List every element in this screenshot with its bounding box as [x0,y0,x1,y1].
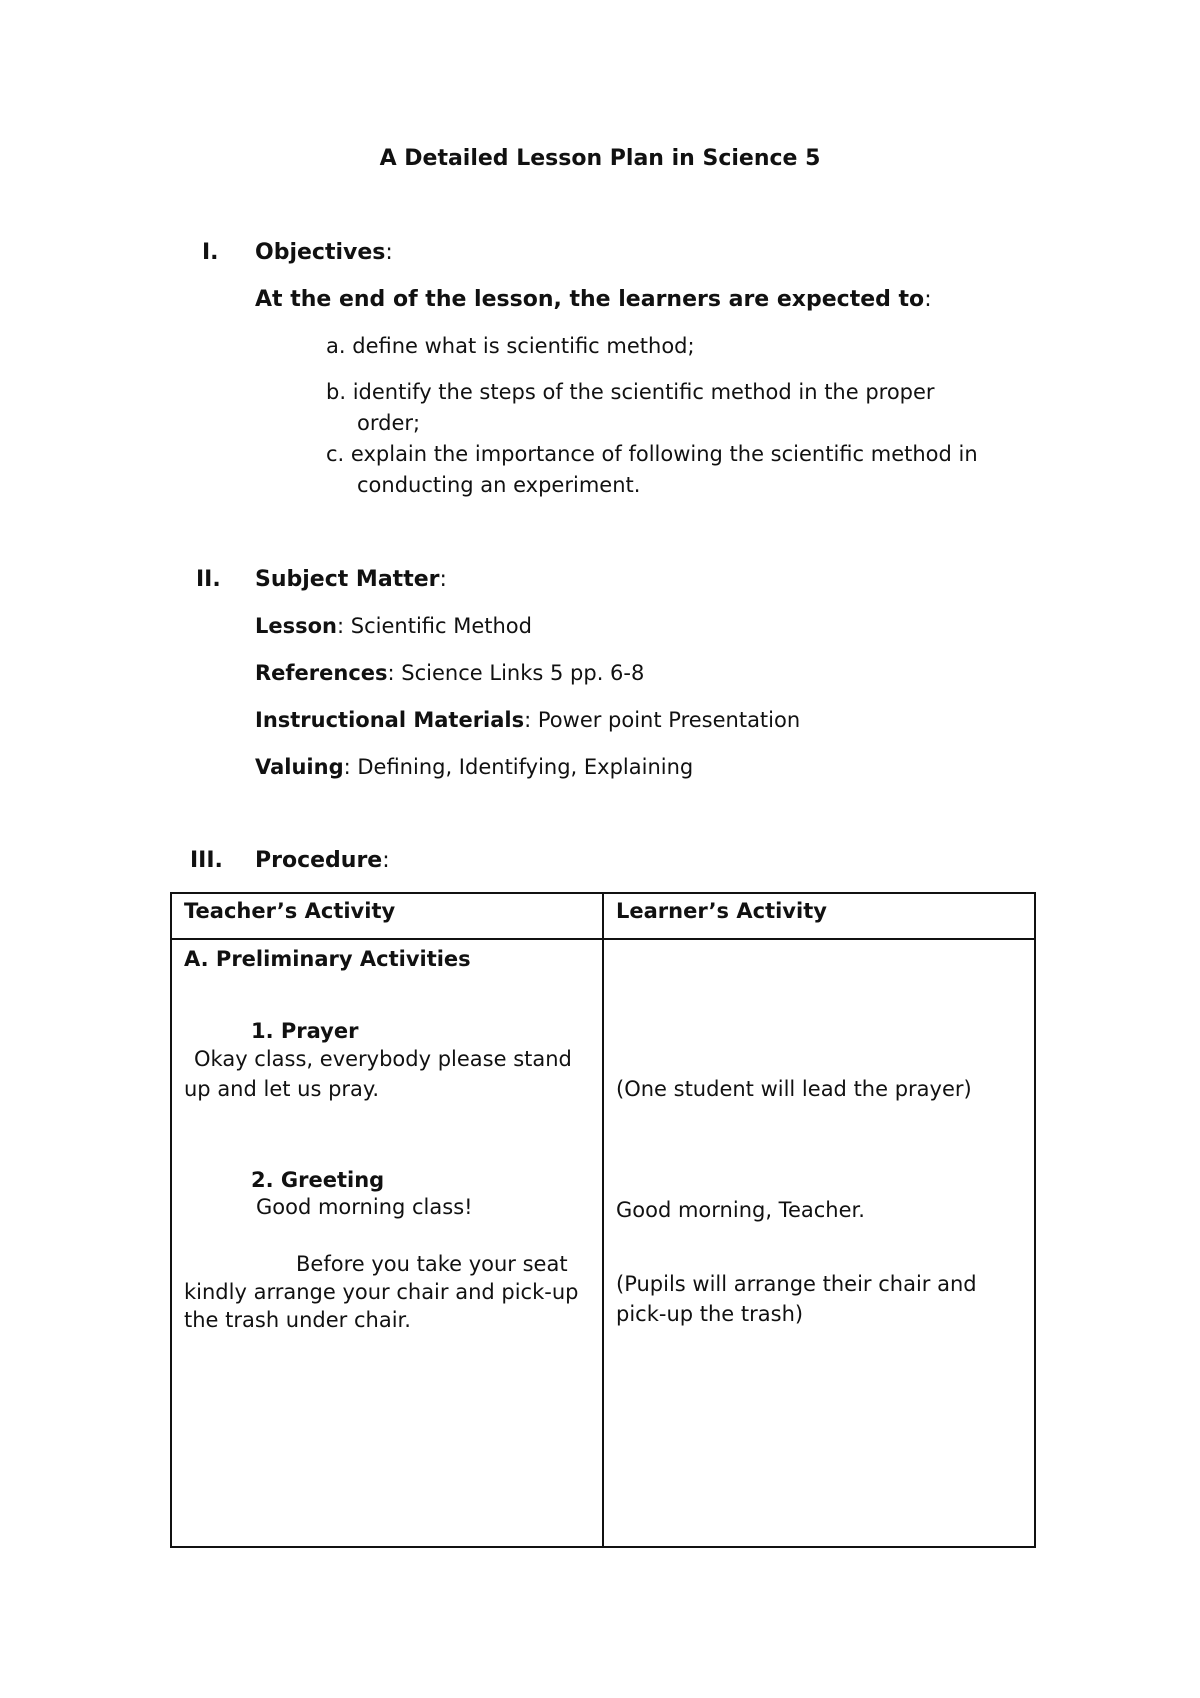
references-value: : Science Links 5 pp. 6-8 [387,661,645,685]
prayer-instruction-line1: Okay class, everybody please stand [194,1047,572,1071]
teacher-header: Teacher’s Activity [184,899,396,923]
objective-text: define what is scientific method; [352,334,695,358]
objectives-heading-colon: : [385,240,393,265]
materials-label: Instructional Materials [255,708,525,732]
lesson-value: : Scientific Method [337,614,532,638]
greeting-text: Good morning class! [256,1195,473,1219]
subject-numeral: II. [196,567,221,592]
prayer-instruction-line2: up and let us pray. [184,1077,380,1101]
objectives-heading [255,240,393,265]
materials-value: : Power point Presentation [524,708,801,732]
teacher-activity-cell [171,939,603,1547]
seat-instruction-line2: kindly arrange your chair and pick-up [184,1280,579,1304]
table-header-row [171,893,1035,939]
objective-text: identify the steps of the scientific method in the proper [352,380,935,404]
valuing-label: Valuing [255,755,344,779]
seat-instruction-line1: Before you take your seat [296,1252,568,1276]
objective-marker: a. [326,334,346,358]
objectives-intro [255,287,932,312]
page-title: A Detailed Lesson Plan in Science 5 [379,146,821,171]
procedure-numeral: III. [190,848,223,873]
arrange-response-line2: pick-up the trash) [616,1302,804,1326]
learner-header: Learner’s Activity [616,899,827,923]
procedure-heading-text: Procedure [255,848,383,873]
prayer-response: (One student will lead the prayer) [616,1077,972,1101]
learner-header-cell [603,893,1035,939]
seat-instruction-line3: the trash under chair. [184,1308,411,1332]
procedure-heading [255,848,390,873]
objective-item-c-continued: conducting an experiment. [357,473,641,497]
subject-heading-text: Subject Matter [255,567,440,592]
objectives-heading-text: Objectives [255,240,386,265]
table-row [171,939,1035,1547]
subject-heading [255,567,447,592]
objective-marker: c. [326,442,345,466]
greeting-heading: 2. Greeting [251,1168,385,1192]
objective-item-c [326,442,978,466]
arrange-response-line1: (Pupils will arrange their chair and [616,1272,977,1296]
objectives-numeral: I. [202,240,219,265]
prayer-heading: 1. Prayer [251,1019,359,1043]
greeting-response: Good morning, Teacher. [616,1198,865,1222]
lesson-line [255,614,532,638]
objectives-intro-colon: : [924,287,932,312]
preliminary-activities-heading: A. Preliminary Activities [184,947,471,971]
valuing-line [255,755,693,779]
teacher-header-cell [171,893,603,939]
objective-item-b-continued: order; [357,411,421,435]
references-line [255,661,644,685]
learner-activity-cell [603,939,1035,1547]
references-label: References [255,661,388,685]
materials-line [255,708,800,732]
objective-item-b [326,380,935,404]
valuing-value: : Defining, Identifying, Explaining [343,755,694,779]
objective-marker: b. [326,380,347,404]
lesson-label: Lesson [255,614,338,638]
objective-text: explain the importance of following the scientific method in [350,442,978,466]
objective-item-a [326,334,695,358]
procedure-table [170,892,1036,1548]
subject-heading-colon: : [439,567,447,592]
objectives-intro-text: At the end of the lesson, the learners are expected to [255,287,925,312]
procedure-heading-colon: : [382,848,390,873]
